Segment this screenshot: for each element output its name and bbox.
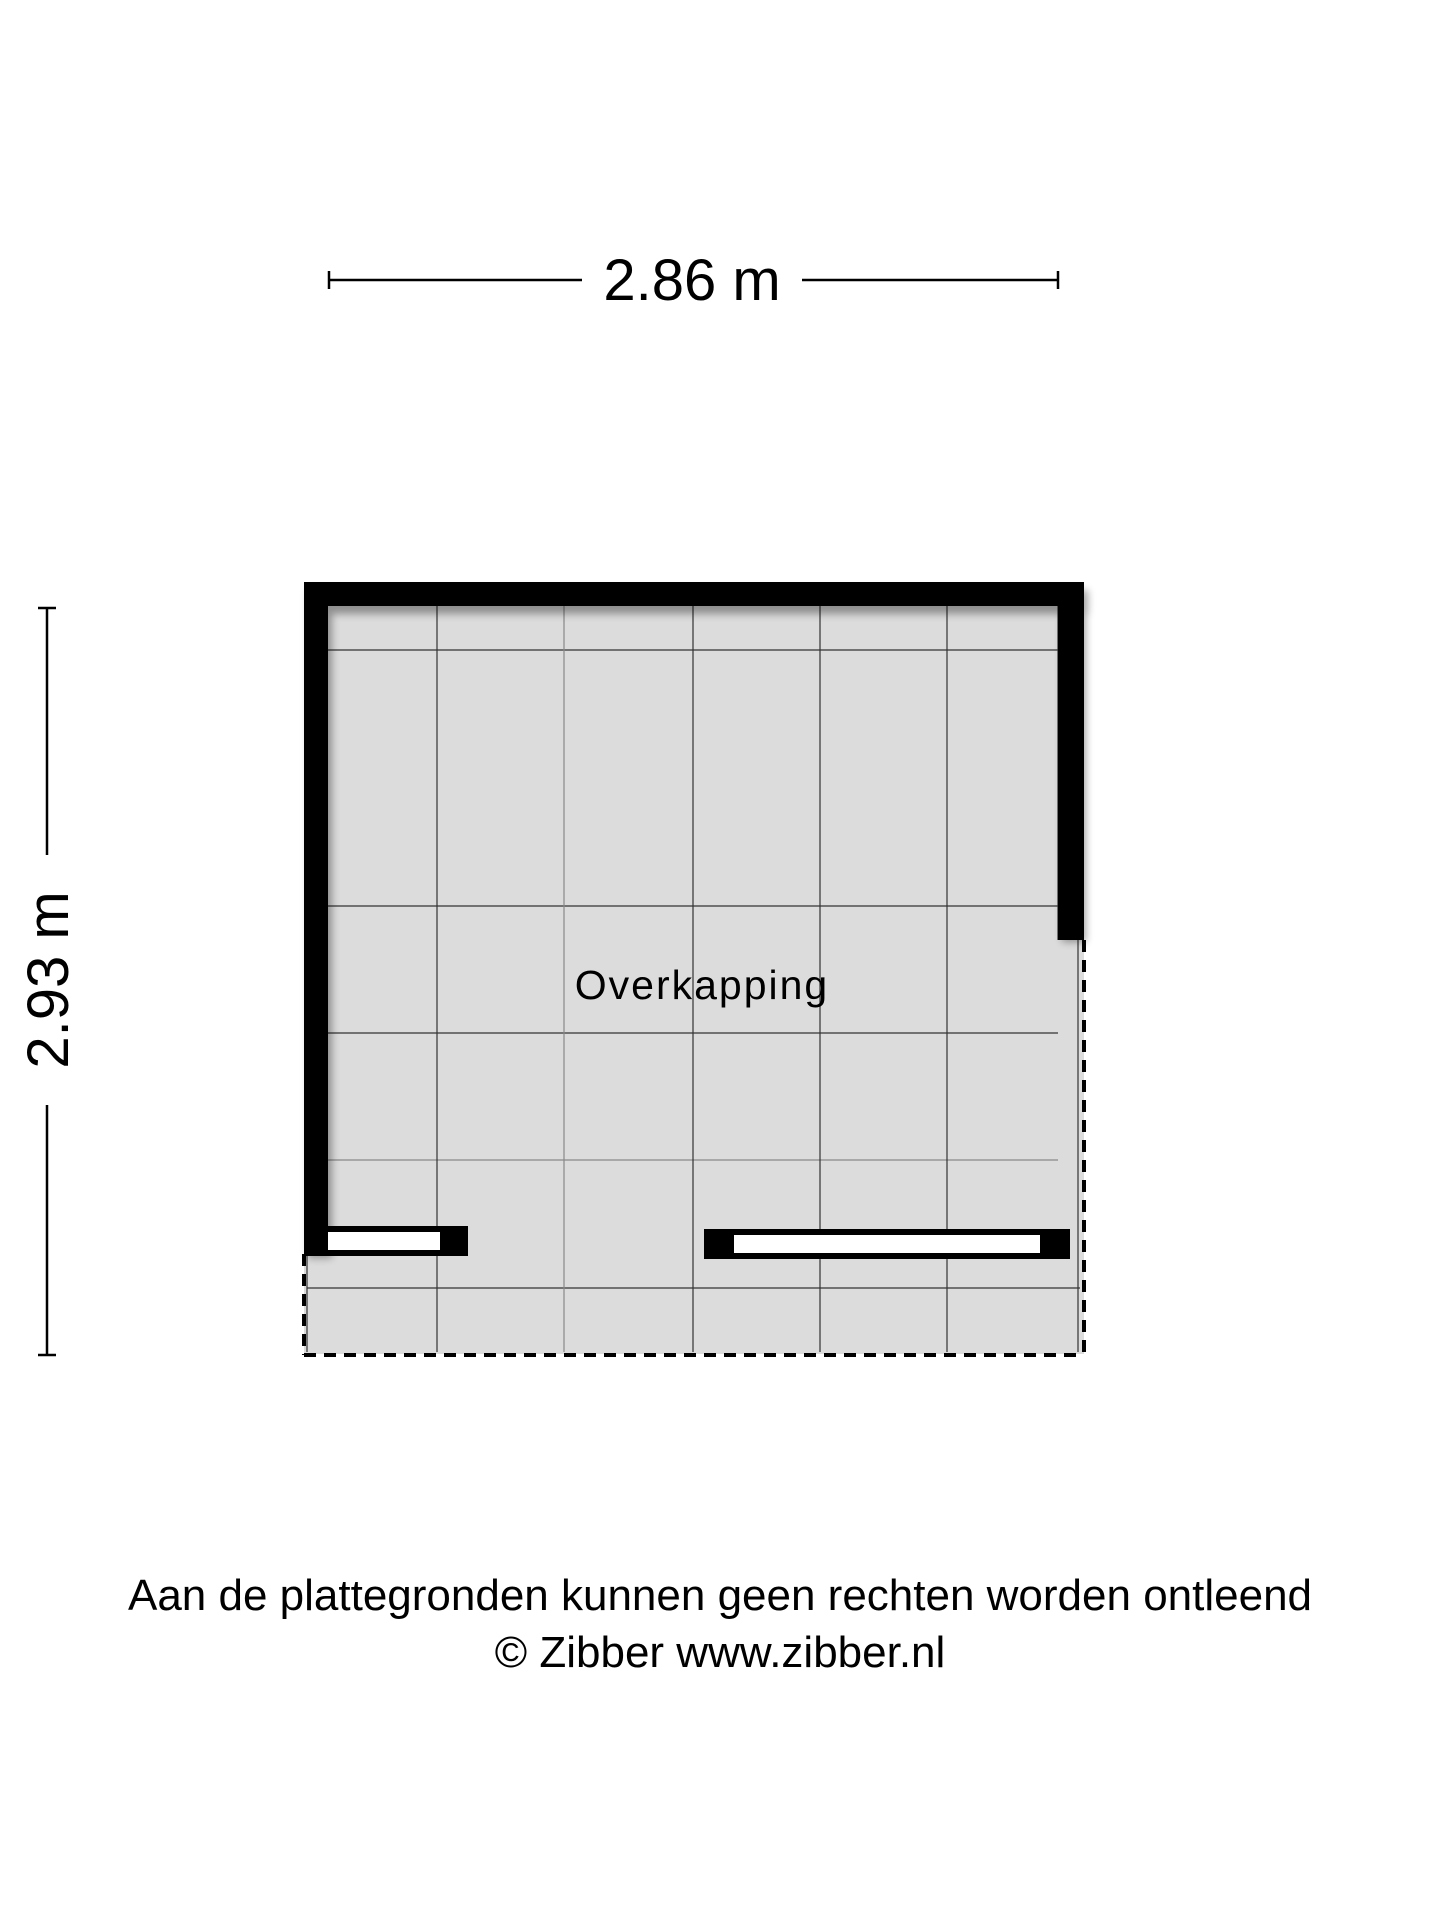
right-wall <box>1058 582 1084 940</box>
height-label: 2.93 m <box>16 891 81 1069</box>
left-wall <box>304 582 328 1254</box>
disclaimer-text: Aan de plattegronden kunnen geen rechten worden ontleend <box>127 1571 1313 1620</box>
window-right <box>704 1229 1070 1259</box>
copyright-text: © Zibber www.zibber.nl <box>494 1628 946 1677</box>
width-dimension <box>329 248 1058 313</box>
room-label: Overkapping <box>574 962 830 1008</box>
height-dimension <box>16 608 81 1355</box>
top-wall <box>304 582 1084 606</box>
window-left <box>304 1226 468 1256</box>
width-label: 2.86 m <box>603 248 781 313</box>
